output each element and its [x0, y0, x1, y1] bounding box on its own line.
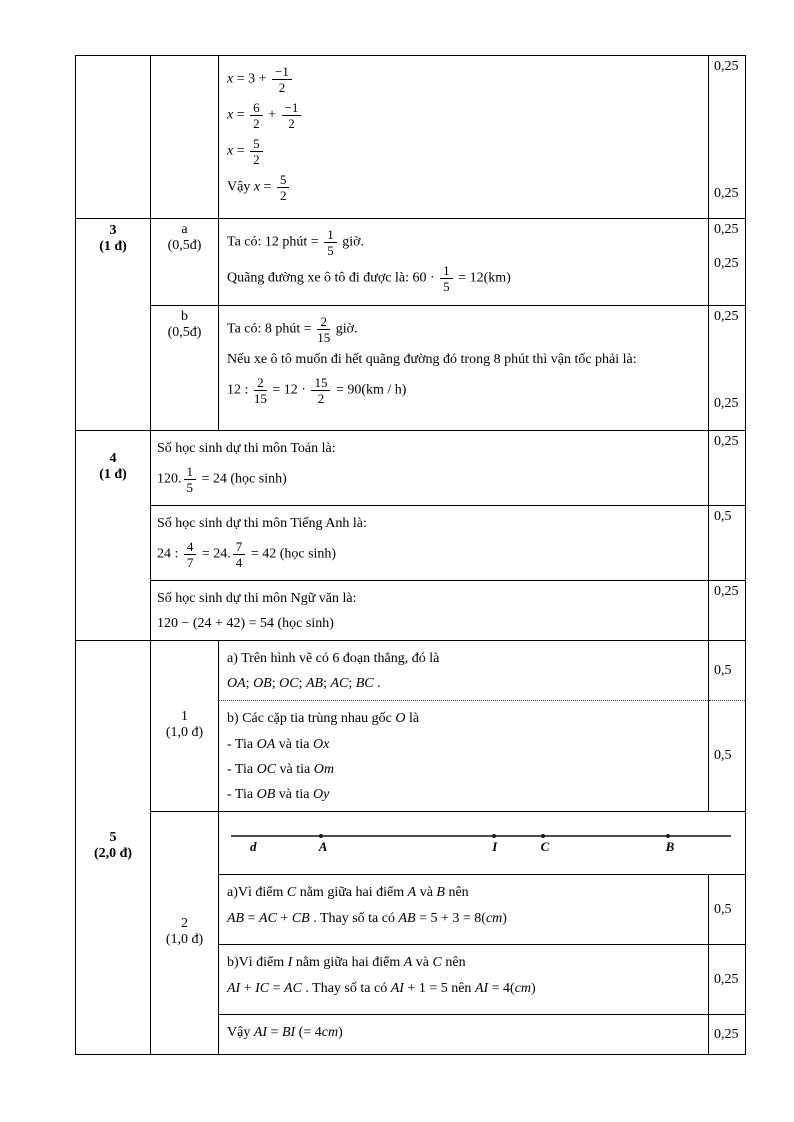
- solution-cell-q4-3: [151, 581, 709, 641]
- part-cell-q3b: [151, 306, 219, 431]
- fraction: $\frac{1}{5}$: [324, 227, 337, 258]
- figure-point-label: d: [249, 839, 257, 855]
- text-line: a)Vì điểm C nằm giữa hai điểm A và B nên: [227, 885, 469, 901]
- points-value: 0,25: [714, 222, 739, 237]
- part-score: (0,5đ): [167, 325, 202, 340]
- math-line: x = $\frac{5}{2}$: [227, 135, 700, 168]
- solution-cell-q5-1b: [219, 701, 709, 812]
- points-cell: [709, 945, 746, 1015]
- text-line: Nếu xe ô tô muốn đi hết quãng đường đó trong 8 phút thì vận tốc phải là:: [227, 352, 637, 367]
- math-line: Quãng đường xe ô tô đi được là: 60 · $\frac{1}{5}$ = 12(km): [227, 263, 511, 294]
- points-value: 0,25: [714, 256, 739, 271]
- points-value: 0,25: [714, 584, 739, 599]
- fraction: $\frac{2}{15}$: [317, 314, 331, 345]
- question-number-cell-q5: [76, 641, 151, 1055]
- fraction: $\frac{5}{2}$: [250, 136, 263, 167]
- points-value: 0,25: [714, 434, 739, 449]
- fraction: $\frac{2}{15}$: [253, 375, 267, 406]
- row-q4-2: [76, 506, 746, 581]
- question-number-cell-empty: [76, 56, 151, 219]
- fraction: $\frac{6}{2}$: [250, 100, 263, 131]
- question-score: (1 đ): [99, 239, 127, 254]
- number-line: [231, 835, 731, 837]
- points-cell: [709, 1015, 746, 1055]
- text-line: Số học sinh dự thi môn Ngữ văn là:: [157, 591, 357, 606]
- row-q3a: [76, 219, 746, 306]
- math-line: 120. $\frac{1}{5}$ = 24 (học sinh): [157, 464, 287, 495]
- row-q5-2-figure: [76, 812, 746, 875]
- text-line: b)Vì điểm I nằm giữa hai điểm A và C nên: [227, 955, 466, 971]
- figure-point-label: A: [318, 839, 328, 855]
- points-cell: [709, 506, 746, 581]
- fraction: $\frac{15}{2}$: [311, 375, 330, 406]
- points-value: 0,25: [714, 971, 739, 987]
- points-value: 0,5: [714, 662, 732, 678]
- part-score: (1,0 đ): [165, 724, 204, 740]
- points-list: [714, 59, 743, 211]
- row-q3b: [76, 306, 746, 431]
- fraction: $\frac{7}{4}$: [233, 539, 246, 570]
- math-line: Ta có: 8 phút = $\frac{2}{15}$ giờ.: [227, 314, 358, 345]
- question-number: 3: [109, 223, 117, 238]
- points-value: 0,5: [714, 509, 732, 524]
- points-list: [714, 309, 743, 423]
- question-number-cell-q3: [76, 219, 151, 431]
- part-cell-empty: [151, 56, 219, 219]
- figure-point-label: I: [492, 839, 498, 855]
- math-line: 12 : $\frac{2}{15}$ = 12 · $\frac{15}{2}$ = 90(km / h): [227, 375, 407, 406]
- question-score: (1 đ): [99, 467, 127, 482]
- math-line: OA; OB; OC; AB; AC; BC .: [227, 676, 381, 692]
- number-line-figure: [227, 828, 737, 872]
- fraction: $\frac{-1}{2}$: [272, 64, 292, 95]
- row-q4-1: [76, 431, 746, 506]
- row-q4-3: [76, 581, 746, 641]
- solution-cell-q5-2c: [219, 1015, 709, 1055]
- solution-cell-q3b: [219, 306, 709, 431]
- points-cell: [709, 431, 746, 506]
- points-list: [714, 222, 743, 272]
- figure-point-dot: [319, 834, 323, 838]
- fraction: $\frac{1}{5}$: [440, 263, 453, 294]
- fraction: $\frac{-1}{2}$: [282, 100, 302, 131]
- text-line: Số học sinh dự thi môn Tiếng Anh là:: [157, 516, 367, 531]
- text-line: a) Trên hình vẽ có 6 đoạn thẳng, đó là: [227, 651, 440, 667]
- fraction: $\frac{5}{2}$: [277, 172, 290, 203]
- points-cell: [709, 306, 746, 431]
- part-label: a: [181, 222, 188, 237]
- part-score: (1,0 đ): [165, 931, 204, 947]
- part-label: 1: [181, 708, 188, 724]
- part-score: (0,5đ): [167, 238, 202, 253]
- row-q5-1a: [76, 641, 746, 701]
- figure-point-dot: [492, 834, 496, 838]
- row-continuation: [76, 56, 746, 219]
- points-value: 0,25: [714, 1026, 739, 1042]
- figure-cell: [219, 812, 746, 875]
- fraction: $\frac{1}{5}$: [184, 464, 197, 495]
- part-label: 2: [181, 915, 188, 931]
- question-number: 5: [109, 830, 117, 846]
- math-line: Ta có: 12 phút = $\frac{1}{5}$ giờ.: [227, 227, 364, 258]
- points-value: 0,5: [714, 901, 732, 917]
- text-line: - Tia OA và tia Ox: [227, 736, 330, 752]
- points-value: 0,5: [714, 748, 732, 764]
- text-line: - Tia OC và tia Om: [227, 761, 334, 777]
- text-line: - Tia OB và tia Oy: [227, 787, 330, 803]
- points-value: 0,25: [714, 186, 739, 201]
- part-cell-q5-1: [151, 641, 219, 812]
- math-line: x = 3 + $\frac{-1}{2}$: [227, 63, 700, 96]
- solution-cell-continuation: [219, 56, 709, 219]
- text-line: Số học sinh dự thi môn Toán là:: [157, 441, 336, 456]
- question-score: (2,0 đ): [93, 846, 133, 862]
- math-line: Vậy x = $\frac{5}{2}$: [227, 171, 700, 204]
- points-value: 0,25: [714, 396, 739, 411]
- math-line: AB = AC + CB . Thay số ta có AB = 5 + 3 = 8(cm): [227, 910, 507, 926]
- solution-cell-q4-2: [151, 506, 709, 581]
- points-cell: [709, 875, 746, 945]
- question-number: 4: [109, 451, 117, 466]
- points-cell: [709, 581, 746, 641]
- math-line: AI + IC = AC . Thay số ta có AI + 1 = 5 nên AI = 4(cm): [227, 980, 536, 996]
- points-cell: [709, 219, 746, 306]
- points-cell: [709, 56, 746, 219]
- question-number-cell-q4: [76, 431, 151, 641]
- text-line: b) Các cặp tia trùng nhau gốc O là: [227, 711, 420, 727]
- math-line: 24 : $\frac{4}{7}$ = 24. $\frac{7}{4}$ = 42 (học sinh): [157, 539, 337, 570]
- part-cell-q5-2: [151, 812, 219, 1055]
- math-line: Vậy AI = BI (= 4cm): [227, 1025, 343, 1041]
- math-line: 120 − (24 + 42) = 54 (học sinh): [157, 616, 334, 631]
- points-cell: [709, 641, 746, 701]
- figure-point-label: C: [540, 839, 550, 855]
- figure-point-label: B: [665, 839, 675, 855]
- solution-cell-q5-1a: [219, 641, 709, 701]
- solution-cell-q4-1: [151, 431, 709, 506]
- figure-point-dot: [541, 834, 545, 838]
- answer-key-table: [75, 55, 746, 1055]
- figure-point-dot: [666, 834, 670, 838]
- math-line: x = $\frac{6}{2}$ + $\frac{-1}{2}$: [227, 99, 700, 132]
- solution-cell-q3a: [219, 219, 709, 306]
- solution-cell-q5-2b: [219, 945, 709, 1015]
- part-label: b: [181, 309, 188, 324]
- points-value: 0,25: [714, 59, 739, 74]
- fraction: $\frac{4}{7}$: [184, 539, 197, 570]
- points-value: 0,25: [714, 309, 739, 324]
- solution-cell-q5-2a: [219, 875, 709, 945]
- points-cell: [709, 701, 746, 812]
- part-cell-q3a: [151, 219, 219, 306]
